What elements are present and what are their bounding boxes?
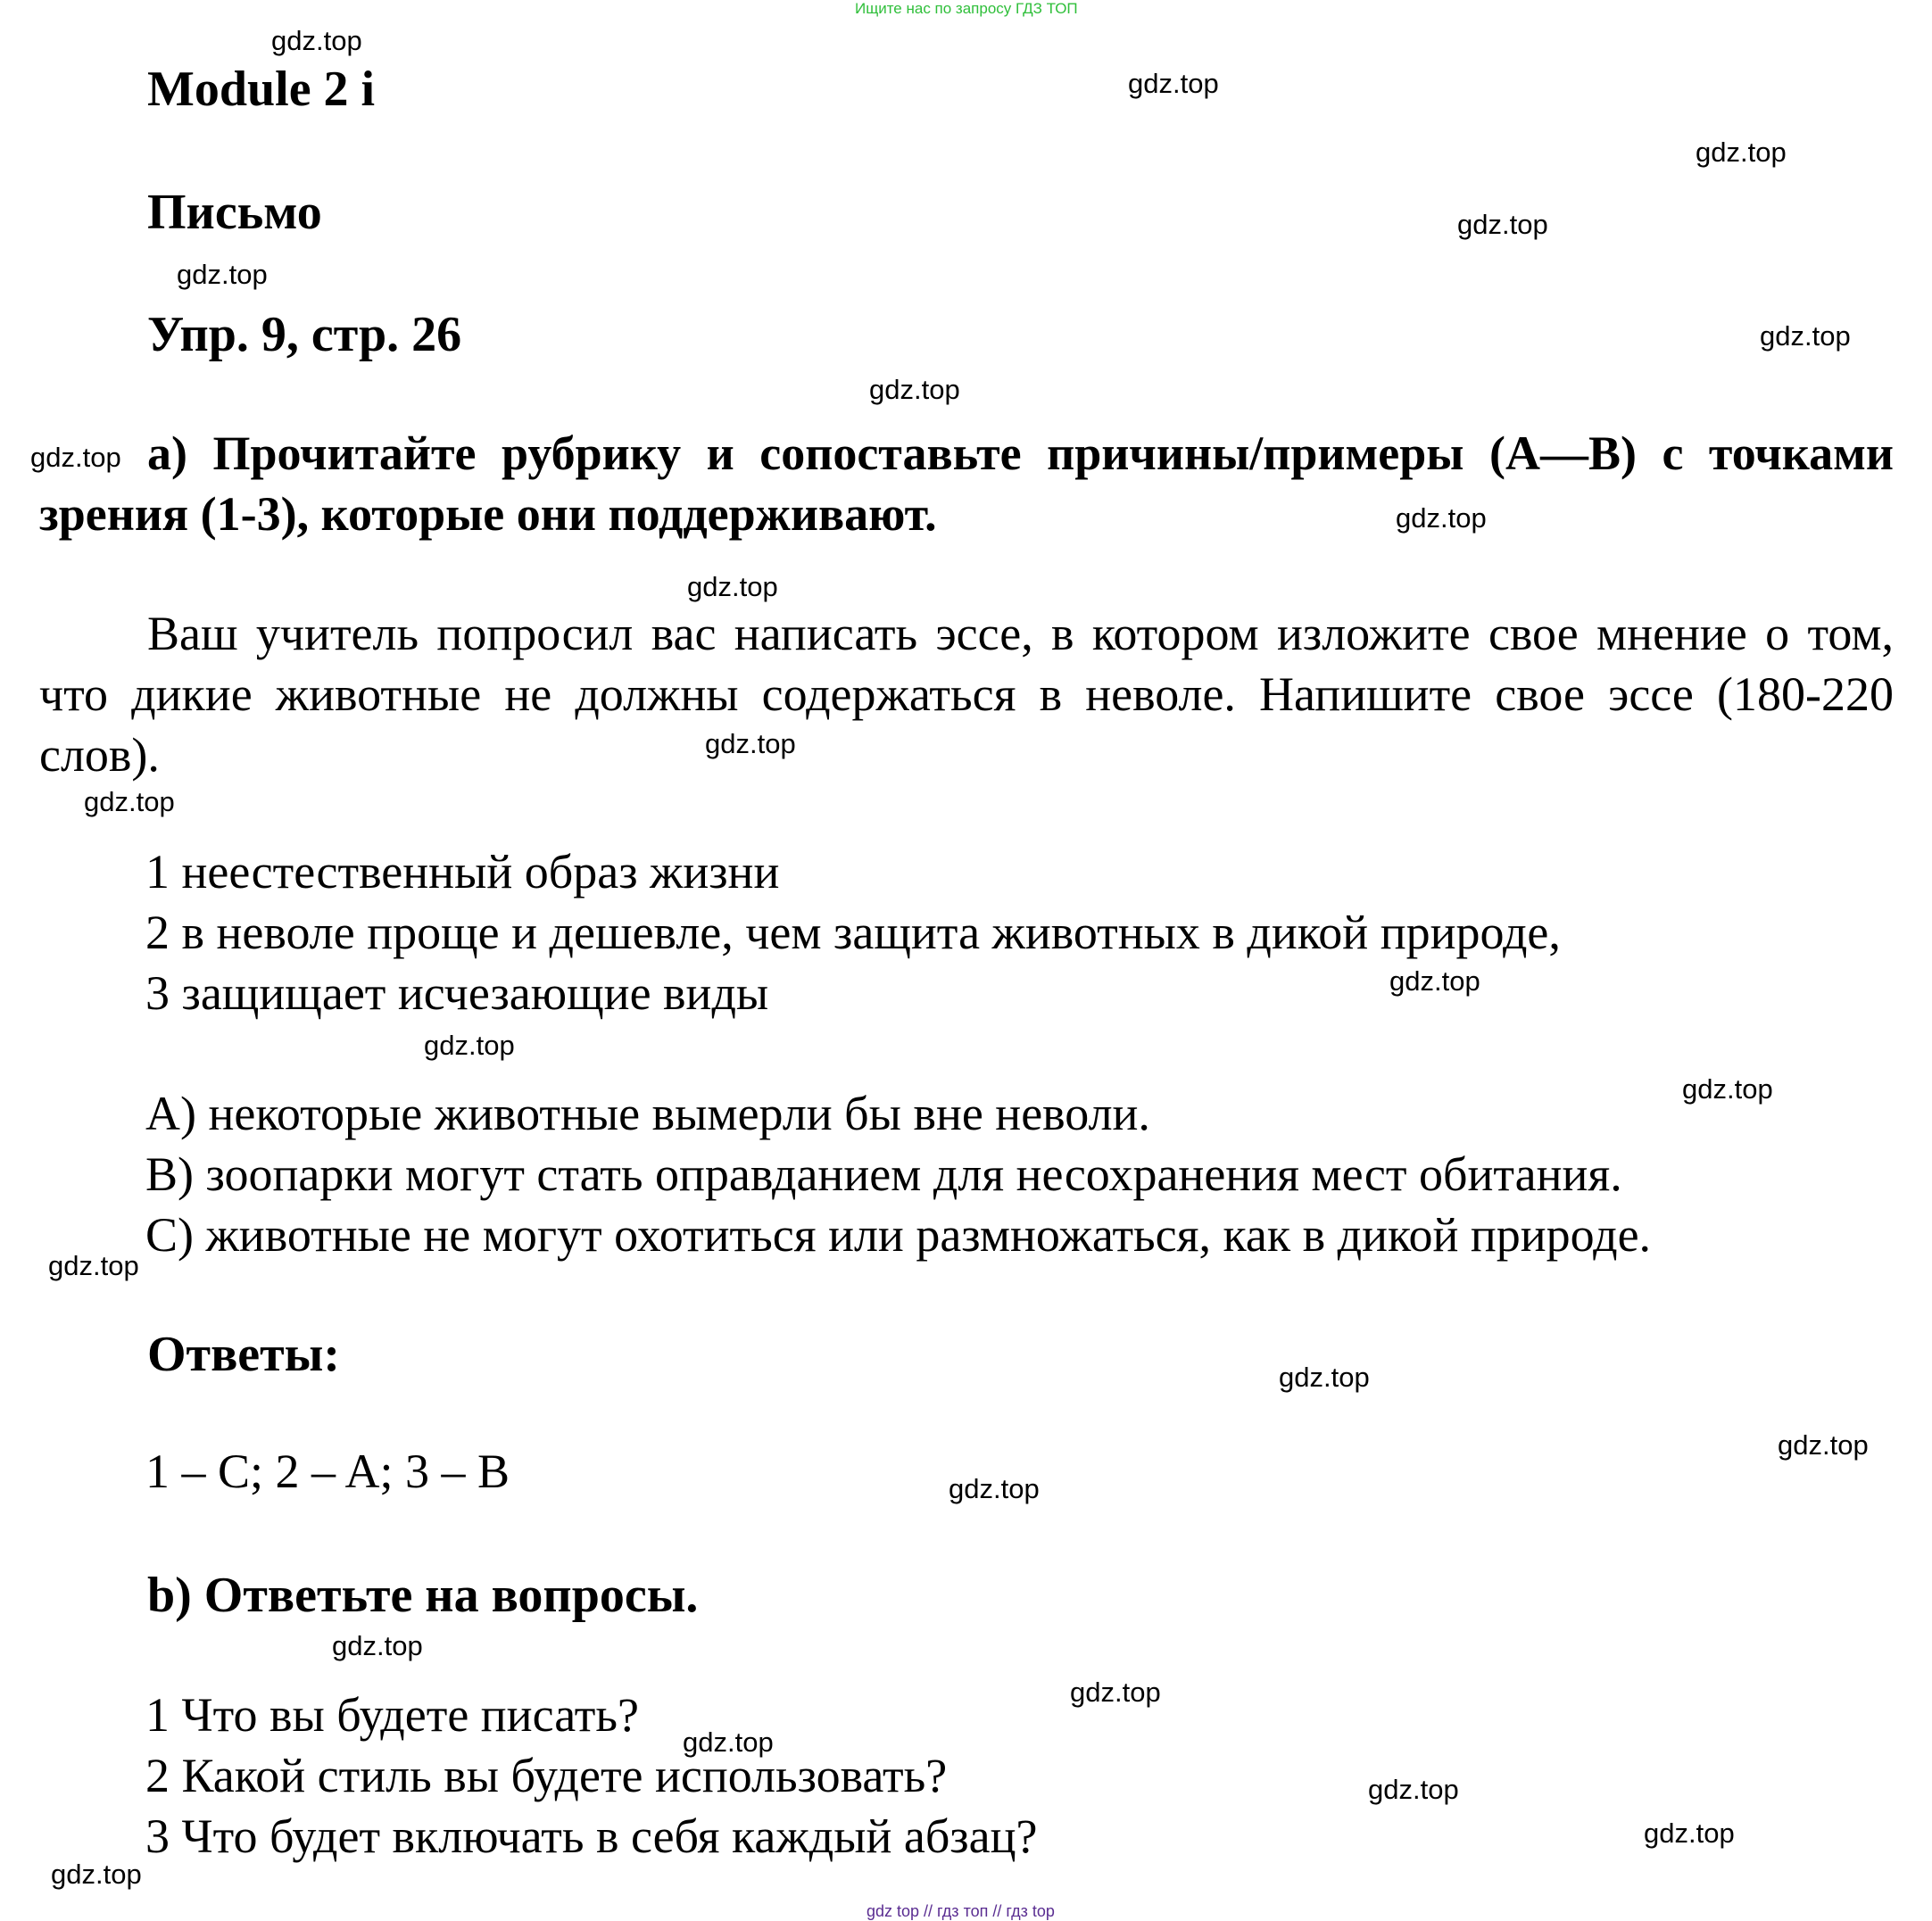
watermark: gdz.top bbox=[1279, 1362, 1370, 1393]
watermark: gdz.top bbox=[1070, 1677, 1161, 1708]
question-item: 2 Какой стиль вы будете использовать? bbox=[145, 1749, 948, 1802]
watermark: gdz.top bbox=[1389, 965, 1480, 997]
watermark: gdz.top bbox=[271, 25, 362, 56]
watermark: gdz.top bbox=[1396, 502, 1487, 534]
watermark: gdz.top bbox=[424, 1030, 515, 1061]
watermark: gdz.top bbox=[705, 728, 796, 759]
watermark: gdz.top bbox=[869, 374, 960, 405]
task-paragraph: Ваш учитель попросил вас написать эссе, в котором изложите свое мнение о том, что дикие животные не должны содержаться в неволе. Напишите свое эссе (180-220 слов). bbox=[39, 607, 1894, 782]
top-banner: Ищите нас по запросу ГДЗ ТОП bbox=[855, 0, 1078, 17]
watermark: gdz.top bbox=[1128, 68, 1219, 99]
reason-item: C) животные не могут охотиться или размножаться, как в дикой природе. bbox=[145, 1208, 1652, 1262]
watermark: gdz.top bbox=[1778, 1429, 1869, 1461]
section-title: Письмо bbox=[147, 185, 322, 240]
viewpoint-item: 3 защищает исчезающие виды bbox=[145, 966, 769, 1020]
viewpoint-item: 1 неестественный образ жизни bbox=[145, 845, 780, 898]
watermark: gdz.top bbox=[30, 442, 121, 473]
watermark: gdz.top bbox=[1696, 137, 1787, 168]
watermark: gdz.top bbox=[1682, 1073, 1773, 1105]
watermark: gdz.top bbox=[332, 1630, 423, 1661]
watermark: gdz.top bbox=[48, 1250, 139, 1281]
reason-item: A) некоторые животные вымерли бы вне неволи. bbox=[145, 1087, 1150, 1140]
viewpoint-item: 2 в неволе проще и дешевле, чем защита животных в дикой природе, bbox=[145, 906, 1561, 959]
reason-item: B) зоопарки могут стать оправданием для несохранения мест обитания. bbox=[145, 1147, 1622, 1201]
question-item: 3 Что будет включать в себя каждый абзац? bbox=[145, 1809, 1038, 1863]
watermark: gdz.top bbox=[1457, 209, 1548, 240]
watermark: gdz.top bbox=[177, 259, 268, 290]
answers-text: 1 – C; 2 – A; 3 – B bbox=[145, 1445, 510, 1498]
module-title: Module 2 i bbox=[147, 62, 376, 117]
footer-links: gdz top // гдз топ // гдз top bbox=[866, 1902, 1055, 1920]
watermark: gdz.top bbox=[949, 1473, 1040, 1504]
watermark: gdz.top bbox=[1644, 1817, 1735, 1849]
watermark: gdz.top bbox=[51, 1859, 142, 1890]
watermark: gdz.top bbox=[1368, 1774, 1459, 1805]
watermark: gdz.top bbox=[1760, 320, 1851, 352]
watermark: gdz.top bbox=[687, 571, 778, 602]
question-item: 1 Что вы будете писать? bbox=[145, 1688, 639, 1742]
part-a-instruction: а) Прочитайте рубрику и сопоставьте причины/примеры (А—В) с точками зрения (1-3), которые они поддерживают. bbox=[39, 426, 1894, 541]
watermark: gdz.top bbox=[84, 786, 175, 817]
answers-heading: Ответы: bbox=[147, 1327, 341, 1382]
part-b-heading: b) Ответьте на вопросы. bbox=[147, 1568, 699, 1623]
watermark: gdz.top bbox=[683, 1726, 774, 1758]
exercise-reference: Упр. 9, стр. 26 bbox=[147, 307, 462, 362]
